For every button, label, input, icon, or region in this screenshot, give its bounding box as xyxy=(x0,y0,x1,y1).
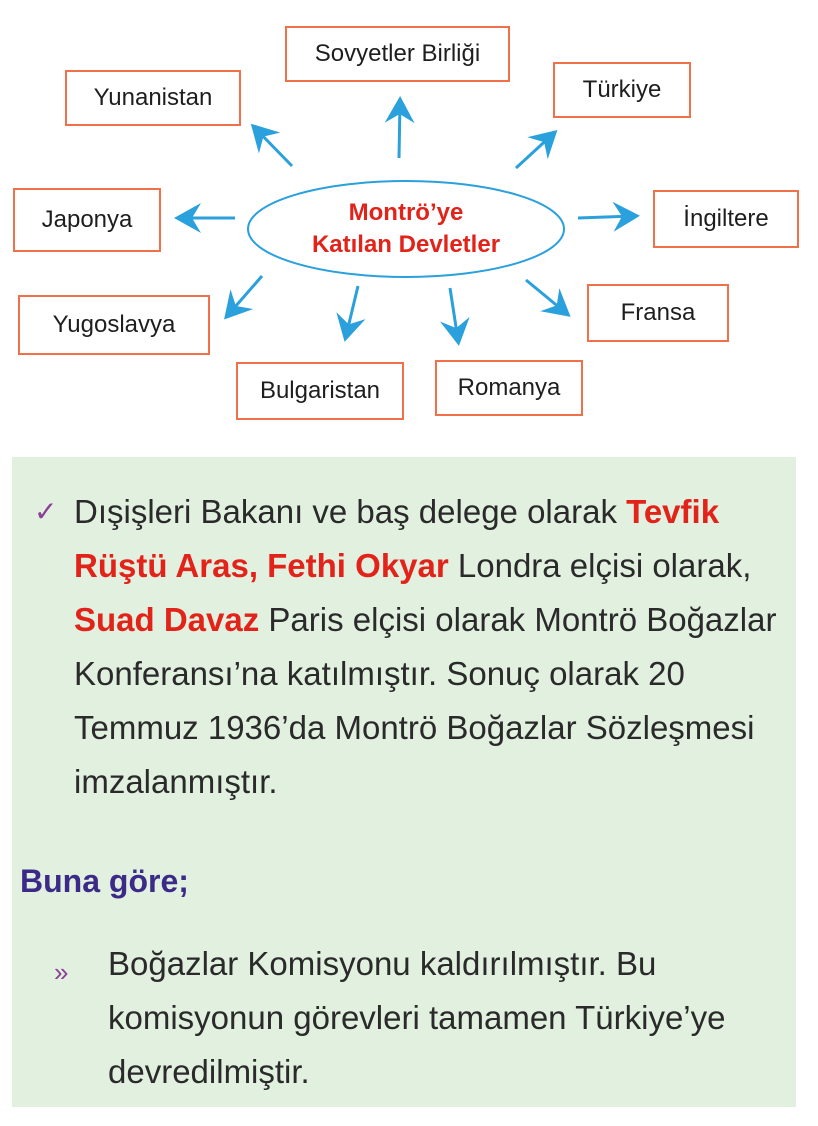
country-box-turkiye xyxy=(553,62,691,118)
delegates-highlight: Tevfik Rüştü Aras, Fethi Okyar xyxy=(74,493,720,584)
center-title-line2: Katılan Devletler xyxy=(311,231,501,258)
center-title-line1: Montrö’ye xyxy=(348,199,464,226)
info-panel xyxy=(12,457,796,1107)
paragraph-text-1: Dışişleri Bakanı ve baş delege olarak xyxy=(74,493,627,530)
country-box-romanya xyxy=(435,360,583,416)
delegation-paragraph xyxy=(74,485,784,809)
arrow-romanya xyxy=(450,288,458,340)
arrow-bulgaristan xyxy=(346,286,358,336)
arrow-yunanistan xyxy=(255,128,292,166)
country-box-fransa xyxy=(587,284,729,342)
country-label: Japonya xyxy=(41,206,133,233)
country-label: Romanya xyxy=(457,374,561,401)
paragraph-text-3: Paris elçisi olarak Montrö Boğazlar Konferansı’na katılmıştır. Sonuç olarak 20 Temmuz 1936’da Montrö Boğazlar Sözleşmesi imzalanmıştır. xyxy=(74,601,777,800)
country-box-bulgaristan xyxy=(236,362,404,420)
country-box-yugoslavya xyxy=(18,295,210,355)
country-box-ingiltere xyxy=(653,190,799,248)
delegate-highlight: Suad Davaz xyxy=(74,601,260,638)
country-label: Fransa xyxy=(620,299,696,326)
arrow-sovyetler xyxy=(399,102,400,158)
country-label: Bulgaristan xyxy=(259,377,381,404)
arrow-yugoslavya xyxy=(228,276,262,315)
subheading: Buna göre; xyxy=(20,863,189,899)
arrow-fransa xyxy=(526,280,566,313)
country-label: Yunanistan xyxy=(93,84,213,111)
country-box-japonya xyxy=(13,188,161,252)
country-label: Yugoslavya xyxy=(52,311,176,338)
checkmark-icon: ✓ xyxy=(34,496,58,527)
country-label: İngiltere xyxy=(683,205,769,232)
countries-diagram xyxy=(0,0,818,440)
country-box-yunanistan xyxy=(65,70,241,126)
diagram-center-title xyxy=(250,186,562,272)
arrow-ingiltere xyxy=(578,216,634,218)
double-chevron-icon: » xyxy=(54,957,69,987)
country-label: Türkiye xyxy=(582,76,662,103)
paragraph-text-2: Londra elçisi olarak, xyxy=(448,547,752,584)
arrow-turkiye xyxy=(516,134,553,168)
bullet-item: Boğazlar Komisyonu kaldırılmıştır. Bu komisyonun görevleri tamamen Türkiye’ye devredilmiştir. xyxy=(108,945,726,1090)
country-label: Sovyetler Birliği xyxy=(314,40,481,67)
country-box-sovyetler xyxy=(285,26,510,82)
